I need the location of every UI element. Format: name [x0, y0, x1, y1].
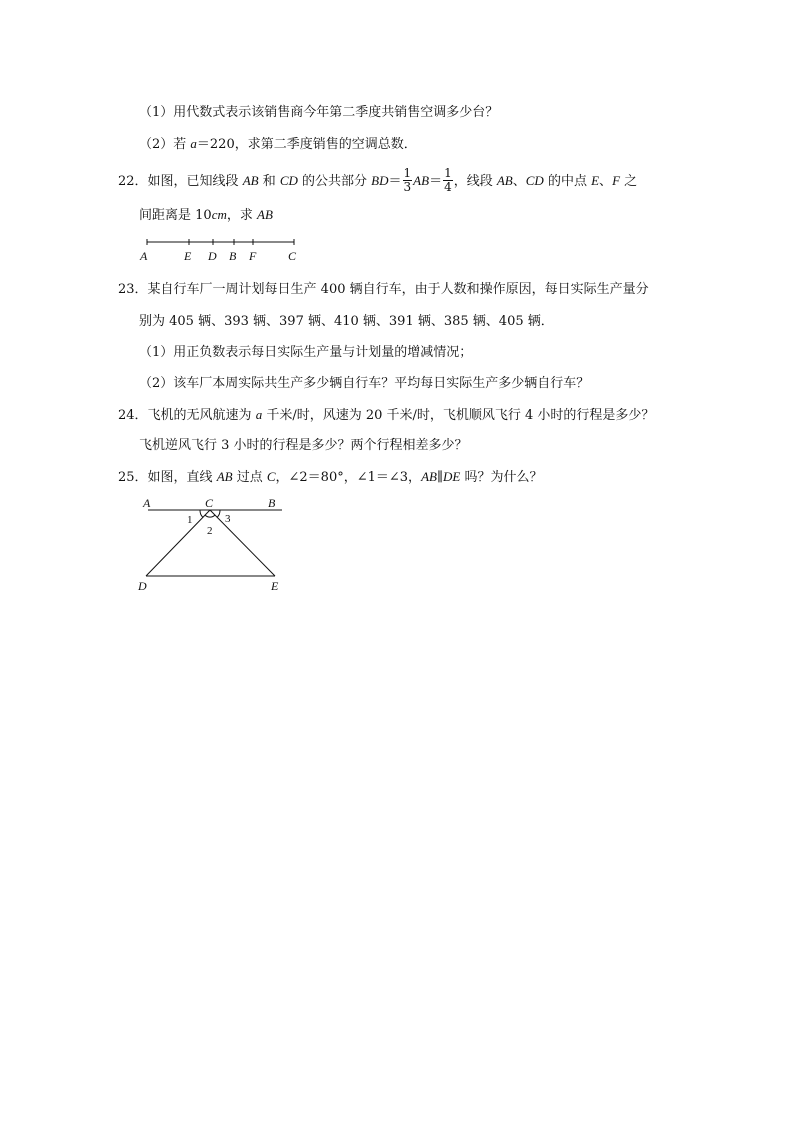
angle-label-2: 2	[207, 525, 213, 537]
angle-arc-3	[217, 510, 220, 518]
segment-ce	[210, 510, 275, 576]
angle-label-1: 1	[187, 514, 193, 526]
angle-arc-2	[205, 515, 215, 517]
label-c: C	[205, 496, 214, 510]
q23-part1: （1）用正负数表示每日实际生产量与计划量的增减情况；	[139, 345, 473, 360]
label-f: F	[249, 249, 257, 263]
q23-part2: （2）该车厂本周实际共生产多少辆自行车？平均每日实际生产多少辆自行车？	[139, 376, 590, 391]
q25-line1: 25．如图，直线 AB 过点 C，∠2＝80°，∠1＝∠3，AB∥DE 吗？为什么？	[118, 469, 543, 485]
label-b: B	[268, 496, 276, 510]
q22-line1: 22．如图，已知线段 AB 和 CD 的公共部分 BD＝ $\frac{1}{3}$ AB＝ $\frac{1}{4}$ ，线段 AB、CD 的中点 E、F 之	[118, 166, 638, 194]
label-c: C	[288, 249, 297, 263]
fraction-one-third: $\frac{1}{3}$	[403, 166, 412, 194]
q24-line1: 24．飞机的无风航速为 a 千米/时，风速为 20 千米/时，飞机顺风飞行 4 小时的行程是多少？	[118, 407, 655, 423]
angle-label-3: 3	[225, 513, 231, 525]
label-a: A	[140, 249, 148, 263]
q24-line2: 飞机逆风飞行 3 小时的行程是多少？两个行程相差多少？	[139, 438, 468, 453]
triangle-figure	[134, 492, 294, 596]
label-b: B	[229, 249, 237, 263]
label-a: A	[143, 496, 151, 510]
q22-line2: 间距离是 10cm，求 AB	[139, 207, 273, 223]
label-d: D	[138, 579, 147, 593]
segment-figure	[136, 234, 306, 266]
angle-arc-1	[200, 510, 203, 518]
q21-part2: （2）若 a＝220，求第二季度销售的空调总数．	[139, 136, 417, 152]
label-e: E	[271, 579, 279, 593]
label-d: D	[208, 249, 217, 263]
q23-line1: 23．某自行车厂一周计划每日生产 400 辆自行车，由于人数和操作原因，每日实际生产量分	[118, 282, 649, 297]
label-e: E	[184, 249, 192, 263]
segment-cd	[146, 510, 210, 576]
q21-part1: （1）用代数式表示该销售商今年第二季度共销售空调多少台？	[139, 105, 499, 120]
q23-line2: 别为 405 辆、393 辆、397 辆、410 辆、391 辆、385 辆、405 辆．	[139, 314, 554, 329]
fraction-one-fourth: $\frac{1}{4}$	[444, 166, 452, 194]
